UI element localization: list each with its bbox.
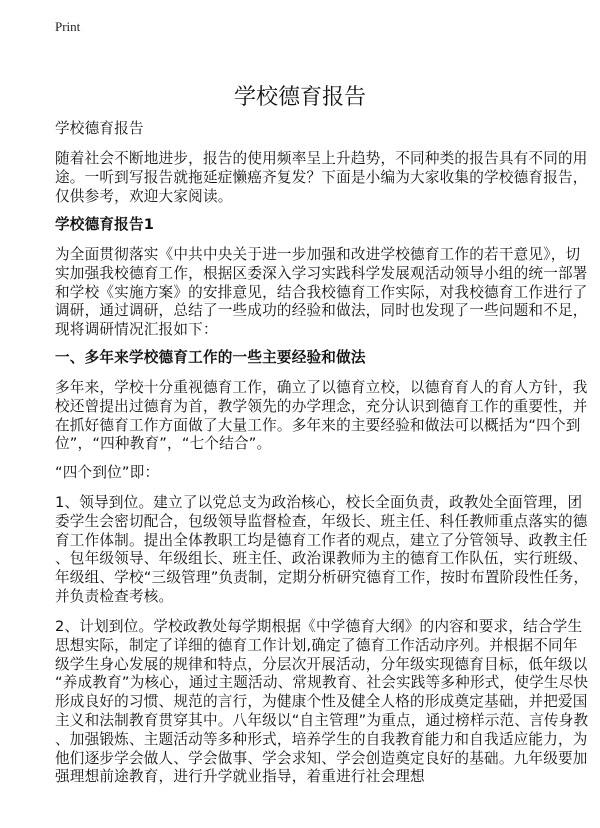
text-line: 他们逐步学会做人、学会做事、学会求知、学会创造奠定良好的基础。九年级要加 bbox=[55, 749, 588, 767]
text-line: 现将调研情况汇报如下： bbox=[55, 321, 218, 339]
text-line: 思想实际，制定了详细的德育工作计划,确定了德育工作活动序列。并根据不同年 bbox=[55, 636, 578, 654]
heading-one: 一、多年来学校德育工作的一些主要经验和做法 bbox=[55, 349, 366, 366]
text-line: 校还曾提出过德育为首，教学领先的办学理念，充分认识到德育工作的重要性，并 bbox=[55, 397, 588, 415]
text-line: 主义和法制教育贯穿其中。八年级以“自主管理”为重点，通过榜样示范、言传身教 bbox=[55, 711, 589, 729]
text-line: 和学校《实施方案》的安排意见，结合我校德育工作实际，对我校德育工作进行了 bbox=[55, 283, 588, 301]
text-line: 随着社会不断地进步，报告的使用频率呈上升趋势，不同种类的报告具有不同的用 bbox=[55, 150, 588, 167]
page-title: 学校德育报告 bbox=[233, 85, 366, 110]
intro-paragraph bbox=[55, 150, 588, 206]
section-heading: 学校德育报告1 bbox=[55, 216, 155, 233]
text-line: 实加强我校德育工作，根据区委深入学习实践科学发展观活动领导小组的统一部署 bbox=[55, 264, 588, 282]
text-line: 强理想前途教育，进行升学就业指导，着重进行社会理想 bbox=[55, 768, 425, 786]
text-line: 仅供参考，欢迎大家阅读。 bbox=[55, 187, 233, 205]
text-line: 育工作体制。提出全体教职工均是德育工作者的观点，建立了分管领导、政教主任 bbox=[55, 531, 588, 549]
text-line: 委学生会密切配合，包级领导监督检查，年级长、班主任、科任教师重点落实的德 bbox=[55, 512, 588, 530]
print-link[interactable]: Print bbox=[55, 19, 81, 34]
text-line: 、加强锻炼、主题活动等多种形式，培养学生的自我教育能力和自我适应能力，为 bbox=[55, 730, 588, 748]
text-line: 年级组、学校“三级管理”负责制，定期分析研究德育工作，按时布置阶段性任务， bbox=[55, 569, 589, 587]
text-line: 在抓好德育工作方面做了大量工作。多年来的主要经验和做法可以概括为“四个到 bbox=[55, 416, 581, 434]
four-in-place-label: “四个到位”即： bbox=[55, 464, 160, 481]
item-1-paragraph bbox=[55, 494, 588, 607]
text-line: 调研，通过调研，总结了一些成功的经验和做法，同时也发现了一些问题和不足， bbox=[55, 302, 588, 320]
text-line: “养成教育”为核心，通过主题活动、常规教育、社会实践等多种形式，使学生尽快 bbox=[55, 674, 589, 692]
item-2-paragraph bbox=[55, 618, 588, 787]
text-line: 并负责检查考核。 bbox=[55, 587, 174, 605]
text-line: 位”，“四种教育”，“七个结合”。 bbox=[55, 435, 272, 453]
paragraph-2 bbox=[55, 379, 588, 454]
text-line: 多年来，学校十分重视德育工作，确立了以德育立校，以德育育人的育人方针，我 bbox=[55, 379, 588, 396]
text-line: 级学生身心发展的规律和特点，分层次开展活动，分年级实现德育目标，低年级以 bbox=[55, 655, 588, 673]
text-line: 途。一听到写报告就拖延症懒癌齐复发？下面是小编为大家收集的学校德育报告， bbox=[55, 168, 588, 186]
text-line: 2、计划到位。学校政教处每学期根据《中学德育大纲》的内容和要求，结合学生 bbox=[55, 618, 583, 635]
text-line: 、包年级领导、年级组长、班主任、政治课教师为主的德育工作队伍，实行班级、 bbox=[55, 550, 588, 568]
text-line: 1、领导到位。建立了以党总支为政治核心，校长全面负责，政教处全面管理，团 bbox=[55, 494, 583, 511]
text-line: 为全面贯彻落实《中共中央关于进一步加强和改进学校德育工作的若干意见》，切 bbox=[55, 246, 581, 263]
subtitle: 学校德育报告 bbox=[55, 120, 144, 137]
text-line: 形成良好的习惯、规范的言行，为健康个性及健全人格的形成奠定基础，并把爱国 bbox=[55, 693, 588, 711]
paragraph-1 bbox=[55, 246, 588, 340]
